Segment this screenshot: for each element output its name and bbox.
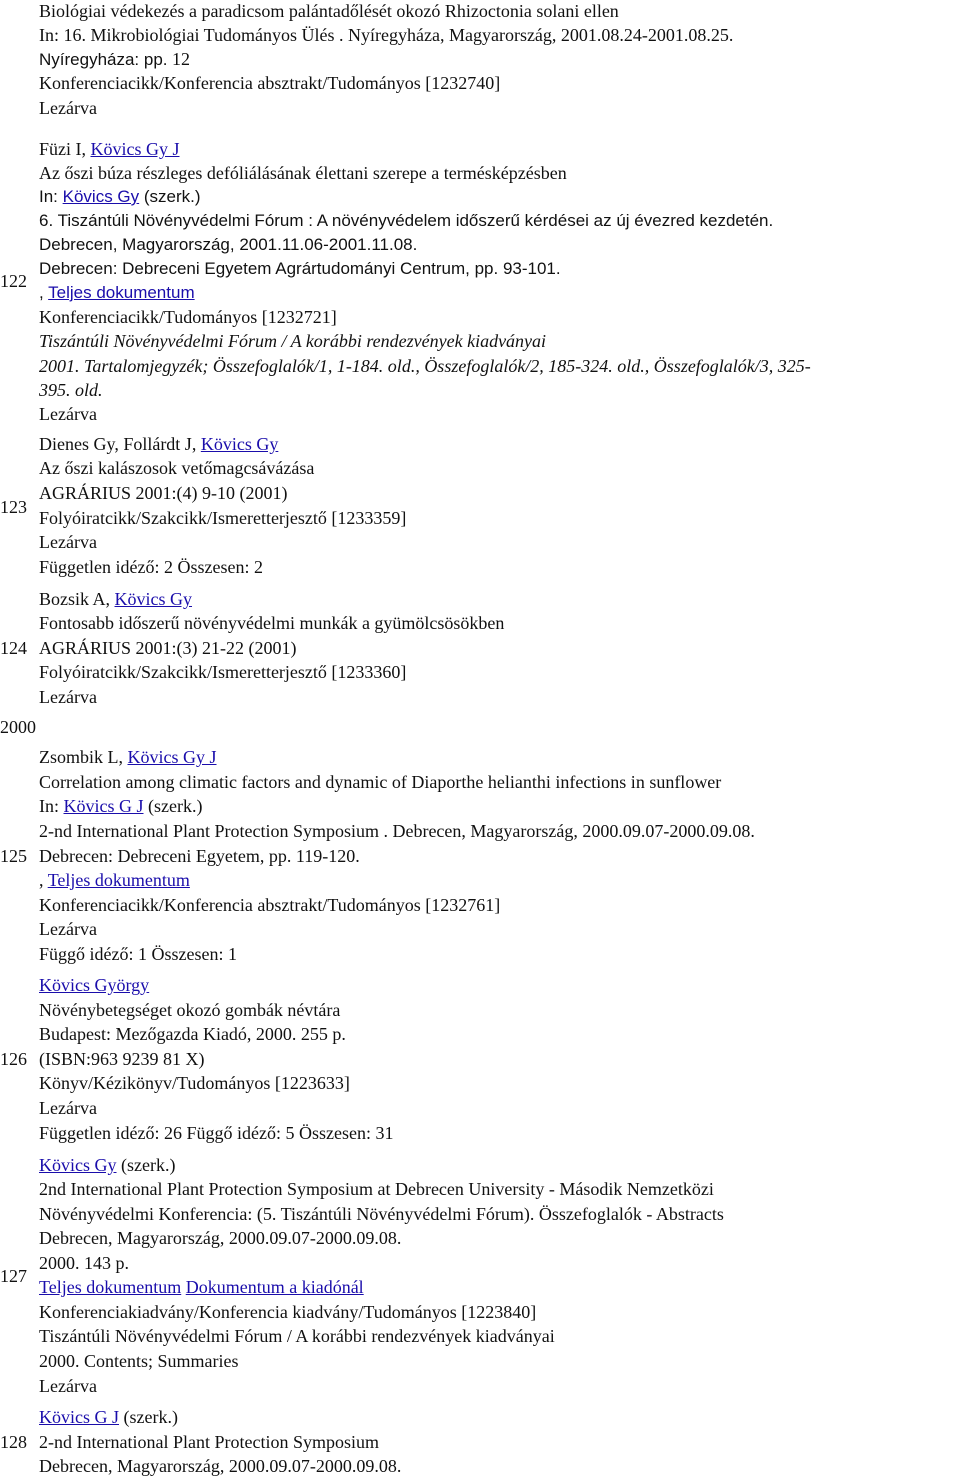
entry-126-publisher: Budapest: Mezőgazda Kiadó, 2000. 255 p.	[39, 1024, 346, 1044]
entry-123-journal: AGRÁRIUS 2001:(4) 9-10 (2001)	[39, 483, 288, 503]
entry-125-publisher: Debrecen: Debreceni Egyetem, pp. 119-120.	[39, 846, 360, 866]
entry-126-authors	[39, 974, 149, 996]
entry-123-authors	[39, 433, 278, 455]
entry-122-type: Konferenciacikk/Tudományos [1232721]	[39, 307, 337, 327]
entry-126-status: Lezárva	[39, 1098, 97, 1118]
entry-125-author-link[interactable]: Kövics Gy J	[127, 747, 217, 767]
entry-127-editor-link[interactable]: Kövics Gy	[39, 1155, 117, 1175]
entry-122-authors	[39, 138, 180, 160]
entry-122-conf-title: Tiszántúli Növényvédelmi Fórum : A növényvédelem időszerű kérdései az új évezred kezdetén.	[57, 211, 774, 230]
entry-121-status: Lezárva	[39, 98, 97, 118]
entry-122-conference	[39, 210, 773, 232]
entry-127-pages: 2000. 143 p.	[39, 1253, 129, 1273]
entry-126-number: 126	[0, 1049, 27, 1069]
entry-124-type: Folyóiratcikk/Szakcikk/Ismeretterjesztő [1233360]	[39, 662, 407, 682]
entry-126-type: Könyv/Kézikönyv/Tudományos [1223633]	[39, 1073, 350, 1093]
entry-124-number: 124	[0, 638, 27, 658]
entry-128-authors	[39, 1406, 178, 1428]
entry-125-authors-text: Zsombik L,	[39, 747, 128, 767]
entry-126-citations: Független idéző: 26 Függő idéző: 5 Összesen: 31	[39, 1123, 394, 1143]
entry-127-number: 127	[0, 1266, 27, 1286]
entry-124-journal: AGRÁRIUS 2001:(3) 21-22 (2001)	[39, 638, 297, 658]
year-heading-2000: 2000	[0, 717, 36, 737]
entry-125-status: Lezárva	[39, 919, 97, 939]
entry-122-status: Lezárva	[39, 404, 97, 424]
entry-126-title: Növénybetegséget okozó gombák névtára	[39, 1000, 341, 1020]
entry-127-contents: 2000. Contents; Summaries	[39, 1351, 239, 1371]
entry-125-doc-prefix: ,	[39, 870, 48, 890]
entry-121-pages: 12	[167, 49, 191, 69]
entry-121-type: Konferenciacikk/Konferencia absztrakt/Tudományos [1232740]	[39, 73, 501, 93]
entry-121-publisher	[39, 48, 190, 71]
entry-123-author-link[interactable]: Kövics Gy	[200, 434, 279, 454]
entry-122-contents-1: 2001. Tartalomjegyzék; Összefoglalók/1, 1-184. old., Összefoglalók/2, 185-324. old., Összefoglalók/3, 325-	[39, 356, 811, 376]
entry-122-doc-prefix: ,	[39, 283, 49, 302]
entry-124-authors-text: Bozsik A,	[39, 589, 115, 609]
entry-121-title: Biológiai védekezés a paradicsom palántadőlését okozó Rhizoctonia solani ellen	[39, 1, 619, 21]
entry-123-status: Lezárva	[39, 532, 97, 552]
entry-125-in-prefix: In:	[39, 796, 64, 816]
entry-125-authors	[39, 746, 217, 768]
entry-123-authors-text: Dienes Gy, Follárdt J,	[39, 434, 201, 454]
entry-125-number: 125	[0, 846, 27, 866]
entry-123-title: Az őszi kalászosok vetőmagcsávázása	[39, 458, 315, 478]
entry-128-number: 128	[0, 1432, 27, 1452]
entry-123-type: Folyóiratcikk/Szakcikk/Ismeretterjesztő [1233359]	[39, 508, 407, 528]
entry-128-title: 2-nd International Plant Protection Symposium	[39, 1432, 379, 1452]
entry-122-editor-link[interactable]: Kövics Gy	[62, 187, 140, 206]
entry-126-author-link[interactable]: Kövics György	[39, 975, 150, 995]
entry-124-title: Fontosabb időszerű növényvédelmi munkák a gyümölcsösökben	[39, 613, 505, 633]
entry-127-title-1: 2nd International Plant Protection Symposium at Debrecen University - Második Nemzetközi	[39, 1179, 714, 1199]
entry-127-author-suffix: (szerk.)	[116, 1155, 176, 1175]
entry-122-series: Tiszántúli Növényvédelmi Fórum / A korábbi rendezvények kiadványai	[39, 331, 547, 351]
entry-124-status: Lezárva	[39, 687, 97, 707]
entry-127-links	[39, 1276, 364, 1298]
entry-127-status: Lezárva	[39, 1376, 97, 1396]
entry-123-citations: Független idéző: 2 Összesen: 2	[39, 557, 263, 577]
entry-122-full-document-link[interactable]: Teljes dokumentum	[48, 283, 195, 302]
entry-123-number: 123	[0, 497, 27, 517]
entry-125-in-suffix: (szerk.)	[143, 796, 203, 816]
entry-122-authors-text: Füzi I,	[39, 139, 91, 159]
entry-125-full-document-link[interactable]: Teljes dokumentum	[47, 870, 190, 890]
entry-128-editor-link[interactable]: Kövics G J	[39, 1407, 119, 1427]
entry-125-in	[39, 795, 202, 817]
entry-125-document	[39, 869, 190, 891]
entry-127-title-2: Növényvédelmi Konferencia: (5. Tiszántúli Növényvédelmi Fórum). Összefoglalók - Abstracts	[39, 1204, 724, 1224]
entry-122-document	[39, 282, 195, 304]
entry-127-place: Debrecen, Magyarország, 2000.09.07-2000.09.08.	[39, 1228, 402, 1248]
entry-125-editor-link[interactable]: Kövics G J	[63, 796, 144, 816]
entry-122-number: 122	[0, 271, 27, 291]
entry-128-author-suffix: (szerk.)	[119, 1407, 178, 1427]
entry-127-authors	[39, 1154, 175, 1176]
entry-121-in: In: 16. Mikrobiológiai Tudományos Ülés . Nyíregyháza, Magyarország, 2001.08.24-2001.08.25.	[39, 25, 734, 45]
entry-124-author-link[interactable]: Kövics Gy	[114, 589, 193, 609]
entry-122-in-prefix: In:	[39, 187, 63, 206]
entry-122-author-link[interactable]: Kövics Gy J	[90, 139, 180, 159]
entry-127-full-document-link[interactable]: Teljes dokumentum	[39, 1277, 182, 1297]
entry-122-place: Debrecen, Magyarország, 2001.11.06-2001.11.08.	[39, 235, 418, 254]
entry-125-title: Correlation among climatic factors and dynamic of Diaporthe helianthi infections in sunflower	[39, 772, 722, 792]
entry-127-series: Tiszántúli Növényvédelmi Fórum / A korábbi rendezvények kiadványai	[39, 1326, 555, 1346]
entry-125-conference: 2-nd International Plant Protection Symposium . Debrecen, Magyarország, 2000.09.07-2000.09.08.	[39, 821, 755, 841]
entry-122-in-suffix: (szerk.)	[139, 187, 201, 206]
entry-127-publisher-document-link[interactable]: Dokumentum a kiadónál	[185, 1277, 364, 1297]
entry-122-conf-prefix: 6.	[39, 211, 58, 230]
entry-122-contents-2: 395. old.	[39, 380, 103, 400]
entry-122-in	[39, 186, 201, 208]
entry-127-type: Konferenciakiadvány/Konferencia kiadvány/Tudományos [1223840]	[39, 1302, 537, 1322]
entry-122-publisher: Debrecen: Debreceni Egyetem Agrártudományi Centrum, pp. 93-101.	[39, 259, 561, 278]
entry-128-place: Debrecen, Magyarország, 2000.09.07-2000.09.08.	[39, 1456, 402, 1476]
entry-125-citations: Függő idéző: 1 Összesen: 1	[39, 944, 237, 964]
entry-125-type: Konferenciacikk/Konferencia absztrakt/Tudományos [1232761]	[39, 895, 501, 915]
entry-126-isbn: (ISBN:963 9239 81 X)	[39, 1049, 205, 1069]
entry-124-authors	[39, 588, 192, 610]
entry-121-publisher-text: Nyíregyháza: pp.	[39, 50, 168, 69]
entry-122-title: Az őszi búza részleges defóliálásának élettani szerepe a termésképzésben	[39, 163, 567, 183]
